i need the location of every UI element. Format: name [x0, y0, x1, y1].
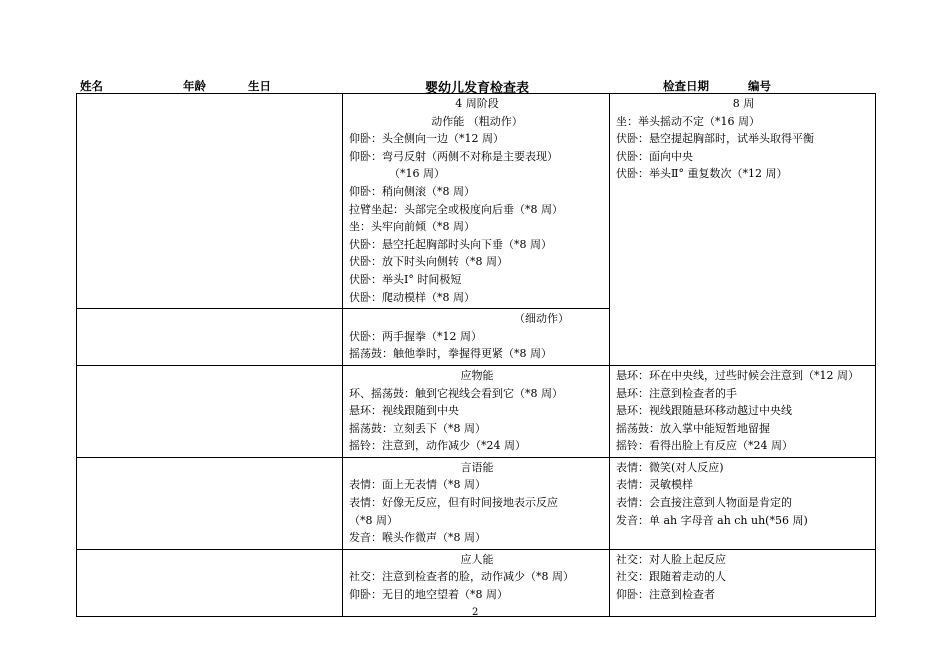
week8-language-cell — [610, 457, 876, 549]
week8-motor-cell — [610, 94, 876, 366]
table-row — [77, 457, 876, 549]
list-item: 伏卧：两手握拳（*12 周） — [349, 329, 482, 343]
list-item: 表情：微笑(对人反应) — [616, 460, 724, 474]
list-item: 表情：会直接注意到人物面是肯定的 — [616, 496, 792, 510]
stage-8-week-label: 8 周 — [732, 97, 755, 110]
birth-label: 生日 — [248, 79, 271, 93]
list-item: 仰卧：头全侧向一边（*12 周） — [349, 132, 504, 146]
list-item: （*8 周） — [349, 513, 398, 527]
list-item: 摇铃：注意到，动作减少（*24 周） — [349, 439, 526, 453]
name-label: 姓名 — [80, 79, 103, 93]
list-item: 伏卧：悬空托起胸部时头向下垂（*8 周） — [349, 237, 552, 251]
notes-cell — [77, 94, 343, 309]
page-title: 婴幼儿发育检查表 — [425, 81, 530, 96]
table-row — [77, 94, 876, 309]
development-table — [76, 93, 876, 617]
list-item: 社交：跟随着走动的人 — [616, 570, 726, 584]
list-item: 悬环：视线跟随到中央 — [349, 404, 459, 418]
social-heading: 应人能 — [460, 552, 494, 566]
list-item: 坐：举头摇动不定（*16 周） — [616, 114, 760, 128]
list-item: 悬环：视线跟随悬环移动越过中央线 — [616, 404, 792, 418]
list-item: 伏卧：举头Ⅱ° 重复数次（*12 周） — [616, 167, 788, 181]
list-item: 悬环：注意到检查者的手 — [616, 386, 737, 400]
list-item: 仰卧：稍向侧滚（*8 周） — [349, 184, 475, 198]
list-item: 伏卧：举头Ⅰ° 时间极短 — [349, 272, 462, 286]
list-item: 伏卧：爬动模样（*8 周） — [349, 290, 475, 304]
list-item: 表情：好像无反应，但有时间接地表示反应 — [349, 496, 558, 510]
list-item: 仰卧：注意到检查者 — [616, 588, 715, 602]
notes-cell — [77, 365, 343, 457]
list-item: 摇荡鼓：立刻丢下（*8 周） — [349, 421, 486, 435]
list-item: 发音：喉头作微声（*8 周） — [349, 531, 486, 545]
week4-fine-cell — [343, 309, 610, 366]
notes-cell — [77, 549, 343, 616]
exam-date-label: 检查日期 — [663, 79, 709, 93]
adaptive-heading: 应物能 — [460, 368, 494, 382]
list-item: 拉臂坐起：头部完全或极度向后垂（*8 周） — [349, 202, 563, 216]
list-item: 仰卧：弯弓反射（两侧不对称是主要表现） — [349, 149, 558, 163]
list-item: 伏卧：悬空提起胸部时，试举头取得平衡 — [616, 132, 814, 146]
week4-motor-cell — [343, 94, 610, 309]
page-number: 2 — [472, 607, 479, 618]
list-item: 发音：单 ah 字母音 ah ch uh(*56 周) — [616, 513, 808, 527]
list-item: （*16 周） — [389, 167, 445, 181]
notes-cell — [77, 457, 343, 549]
notes-cell — [77, 309, 343, 366]
list-item: 伏卧：面向中央 — [616, 149, 693, 163]
week8-adaptive-cell — [610, 365, 876, 457]
list-item: 环、摇荡鼓：触到它视线会看到它（*8 周） — [349, 386, 563, 400]
table-row — [77, 365, 876, 457]
week4-language-cell — [343, 457, 610, 549]
list-item: 表情：面上无表情（*8 周） — [349, 478, 486, 492]
list-item: 摇荡鼓：放入掌中能短暂地留握 — [616, 421, 770, 435]
list-item: 社交：对人脸上起反应 — [616, 552, 726, 566]
list-item: 社交：注意到检查者的脸，动作减少（*8 周） — [349, 570, 574, 584]
number-label: 编号 — [748, 79, 771, 93]
list-item: 伏卧：放下时头向侧转（*8 周） — [349, 255, 508, 269]
list-item: 坐：头牢向前倾（*8 周） — [349, 220, 475, 234]
week8-social-cell — [610, 549, 876, 616]
list-item: 悬环：环在中央线，过些时候会注意到（*12 周） — [616, 368, 859, 382]
fine-motor-heading: （细动作） — [514, 312, 569, 326]
list-item: 摇铃：看得出脸上有反应（*24 周） — [616, 439, 793, 453]
list-item: 表情：灵敏模样 — [616, 478, 693, 492]
list-item: 摇荡鼓：触他拳时，拳握得更紧（*8 周） — [349, 347, 552, 361]
language-heading: 言语能 — [460, 460, 494, 474]
week4-adaptive-cell — [343, 365, 610, 457]
motor-heading: 动作能 （粗动作） — [431, 114, 523, 128]
list-item: 仰卧：无目的地空望着（*8 周） — [349, 588, 508, 602]
stage-4-week-label: 4 周阶段 — [455, 97, 499, 110]
age-label: 年龄 — [183, 79, 206, 93]
